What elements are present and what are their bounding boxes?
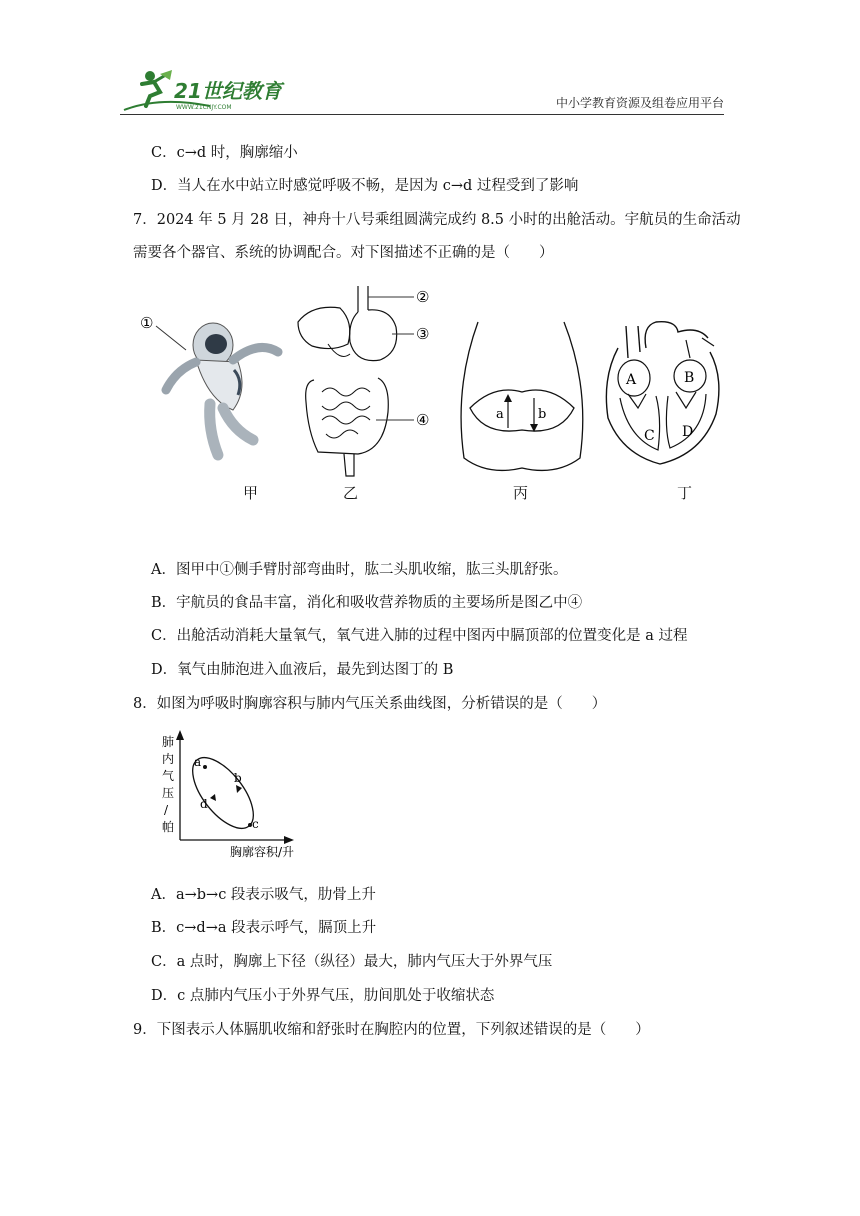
svg-text:/: / [164, 803, 169, 817]
platform-name: 中小学教育资源及组卷应用平台 [555, 96, 724, 110]
svg-text:压: 压 [162, 786, 175, 800]
q7-option-b: B．宇航员的食品丰富，消化和吸收营养物质的主要场所是图乙中④ [151, 595, 583, 611]
svg-text:④: ④ [416, 411, 430, 429]
svg-text:a: a [194, 755, 202, 769]
svg-text:c: c [252, 817, 259, 831]
figure-bing-diaphragm [452, 318, 592, 480]
svg-text:C: C [644, 428, 655, 444]
svg-text:B: B [684, 370, 695, 386]
svg-text:气: 气 [162, 769, 175, 783]
caption-yi: 乙 [343, 484, 359, 502]
page-header [120, 66, 724, 118]
svg-text:帕: 帕 [162, 820, 175, 834]
q7-option-a: A．图甲中①侧手臂肘部弯曲时，肱二头肌收缩，肱三头肌舒张。 [151, 562, 568, 578]
q7-option-c: C．出舱活动消耗大量氧气，氧气进入肺的过程中图丙中膈顶部的位置变化是 a 过程 [151, 628, 688, 644]
q8-stem: 8．如图为呼吸时胸廓容积与肺内气压关系曲线图，分析错误的是（ ） [133, 696, 607, 712]
q8-option-d: D．c 点肺内气压小于外界气压，肋间肌处于收缩状态 [151, 988, 495, 1004]
svg-text:肺: 肺 [162, 735, 175, 749]
figure-ding-heart [598, 318, 728, 468]
svg-text:b: b [538, 407, 547, 422]
svg-text:内: 内 [162, 752, 175, 766]
q6-option-c: C．c→d 时，胸廓缩小 [151, 145, 298, 161]
svg-text:③: ③ [416, 325, 430, 343]
q8-option-c: C．a 点时，胸廓上下径（纵径）最大，肺内气压大于外界气压 [151, 954, 553, 970]
figure-yi-digestive-system [292, 282, 442, 482]
q8-option-b: B．c→d→a 段表示呼气，膈顶上升 [151, 920, 377, 936]
figure-q8-pressure-volume-graph [158, 730, 308, 862]
caption-ding: 丁 [677, 484, 693, 502]
svg-text:②: ② [416, 288, 430, 306]
caption-bing: 丙 [513, 484, 529, 502]
svg-text:D: D [682, 424, 694, 440]
site-logo [120, 66, 290, 114]
svg-text:21世纪教育: 21世纪教育 [174, 79, 282, 103]
q6-option-d: D．当人在水中站立时感觉呼吸不畅，是因为 c→d 过程受到了影响 [151, 178, 579, 194]
svg-text:b: b [234, 771, 242, 785]
q7-option-d: D．氧气由肺泡进入血液后，最先到达图丁的 B [151, 662, 454, 678]
svg-text:WWW.21CNJY.COM: WWW.21CNJY.COM [176, 104, 232, 111]
svg-text:d: d [200, 797, 208, 811]
svg-text:①: ① [140, 314, 154, 332]
caption-jia: 甲 [243, 484, 259, 502]
svg-text:胸廓容积/升: 胸廓容积/升 [230, 845, 295, 859]
q9-stem: 9．下图表示人体膈肌收缩和舒张时在胸腔内的位置，下列叙述错误的是（ ） [133, 1022, 650, 1038]
svg-text:A: A [626, 372, 637, 388]
figure-jia-astronaut [138, 300, 288, 465]
q7-stem-line2: 需要各个器官、系统的协调配合。对下图描述不正确的是（ ） [133, 245, 554, 261]
header-divider [120, 114, 724, 115]
svg-text:a: a [496, 407, 504, 422]
q8-option-a: A．a→b→c 段表示吸气，肋骨上升 [151, 887, 376, 903]
q7-stem-line1: 7．2024 年 5 月 28 日，神舟十八号乘组圆满完成约 8.5 小时的出舱活动。宇航员的生命活动 [133, 212, 741, 228]
